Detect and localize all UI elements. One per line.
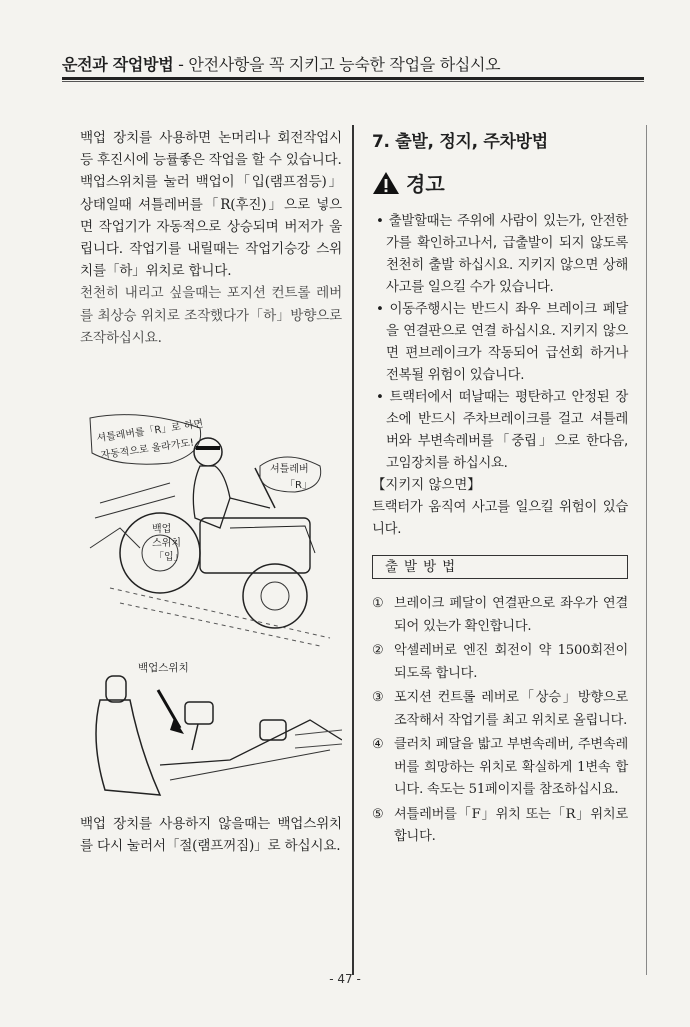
step-text: 셔틀레버를「F」위치 또는「R」위치로 합니다.	[394, 806, 628, 844]
warning-bullet-2: • 이동주행시는 반드시 좌우 브레이크 페달을 연결판으로 연결 하십시요. 지키지 않으면 편브레이크가 작동되어 급선회 하거나 전복될 위험이 있습니다.	[376, 302, 628, 383]
illus-backup-label-1: 백업	[152, 524, 172, 535]
step-number: ⑤	[372, 806, 384, 822]
warning-bullet-2-text: 이동주행시는 반드시 좌우 브레이크 페달을 연결판으로 연결 하십시요. 지키지 않으면 편브레이크가 작동되어 급선회 하거나 전복될 위험이 있습니다.	[386, 302, 628, 383]
step-item	[372, 593, 628, 638]
warning-bullet-3: • 트랙터에서 떠날때는 평탄하고 안정된 장소에 반드시 주차브레이크를 걸고 셔틀레버와 부변속레버를「중립」으로 한다음, 고임장치를 하십시요.	[376, 390, 628, 471]
left-paragraph-3: 천천히 내리고 싶을때는 포지션 컨트롤 레버를 최상승 위치로 조작했다가「하」방향으로 조작하십시요.	[80, 285, 342, 346]
warning-title: 경고	[406, 172, 445, 196]
illus-shuttle-label: 셔틀레버	[270, 464, 309, 475]
header-rule	[62, 77, 644, 80]
header-rule-thin	[62, 81, 644, 82]
page-number: - 47 -	[329, 972, 361, 986]
step-item	[372, 687, 628, 732]
warning-heading	[372, 168, 628, 197]
illus-backup-label-3: 「입」	[154, 552, 184, 563]
consequence-text: 트랙터가 움직여 사고를 일으킬 위험이 있습니다.	[372, 500, 628, 537]
step-text: 포지션 컨트롤 레버로「상승」방향으로 조작해서 작업기를 최고 위치로 올립니다.	[394, 690, 628, 728]
warning-bullet-1-text: 출발할때는 주위에 사람이 있는가, 안전한가를 확인하고나서, 급출발이 되지 않도록 천천히 출발 하십시요. 지키지 않으면 상해 사고를 일으킬 수가 있습니다.	[386, 214, 628, 295]
right-border	[646, 125, 647, 975]
left-paragraph-4: 백업 장치를 사용하지 않을때는 백업스위치를 다시 눌러서「절(램프꺼짐)」로 하십시요.	[80, 816, 342, 855]
step-number: ①	[372, 596, 384, 611]
tractor-illustration	[80, 408, 342, 648]
illus-note-2: 자동적으로 올라가도!	[99, 437, 195, 462]
header-title-rest: - 안전사항을 꼭 지키고 능숙한 작업을 하십시오	[173, 55, 501, 74]
section-title: 7. 출발, 정지, 주차방법	[372, 132, 548, 152]
switch-drawing	[80, 660, 342, 800]
warning-bullet-3-text: 트랙터에서 떠날때는 평탄하고 안정된 장소에 반드시 주차브레이크를 걸고 셔틀레버와 부변속레버를「중립」으로 한다음, 고임장치를 하십시요.	[386, 390, 628, 471]
warning-icon	[372, 171, 400, 195]
backup-switch-label: 백업스위치	[138, 662, 189, 674]
step-item	[372, 640, 628, 685]
step-text: 클러치 페달을 밟고 부변속레버, 주변속레버를 희망하는 위치로 확실하게 1변속 합니다. 속도는 51페이지를 참조하십시요.	[394, 737, 628, 797]
left-bottom-text	[80, 813, 342, 857]
illus-note-1: 셔틀레버를「R」로 하면	[96, 418, 204, 445]
step-number: ④	[372, 737, 384, 752]
left-column	[80, 127, 342, 349]
step-text: 악셀레버로 엔진 회전이 약 1500회전이 되도록 합니다.	[394, 643, 628, 681]
step-item	[372, 804, 628, 849]
left-paragraph-1: 백업 장치를 사용하면 논머리나 회전작업시등 후진시에 능률좋은 작업을 할 수 있습니다.	[80, 130, 342, 169]
backup-switch-illustration	[80, 660, 342, 800]
left-paragraph-2: 백업스위치를 눌러 백업이「입(램프점등)」상태일때 셔틀레버를「R(후진)」으로 넣으면 작업기가 자동적으로 상승되며 버저가 울립니다. 작업기를 내릴때는 작업기승강 스위치를「하」위치로 합니다.	[80, 174, 342, 280]
start-method-box-title: 출발방법	[372, 555, 628, 579]
step-number: ②	[372, 643, 384, 658]
page-header	[62, 50, 644, 82]
step-item	[372, 734, 628, 802]
right-column	[372, 127, 628, 851]
header-title	[62, 52, 500, 75]
consequence-label: 【지키지 않으면】	[372, 478, 481, 493]
column-divider	[352, 125, 354, 975]
step-text: 브레이크 페달이 연결판으로 좌우가 연결되어 있는가 확인합니다.	[394, 596, 628, 634]
illus-backup-label-2: 스위치	[152, 538, 181, 549]
header-title-bold: 운전과 작업방법	[62, 55, 174, 74]
step-number: ③	[372, 690, 384, 705]
illus-shuttle-r: 「R」	[285, 480, 312, 491]
warning-bullet-1: • 출발할때는 주위에 사람이 있는가, 안전한가를 확인하고나서, 급출발이 되지 않도록 천천히 출발 하십시요. 지키지 않으면 상해 사고를 일으킬 수가 있습니다.	[376, 214, 628, 295]
start-steps-list	[372, 593, 628, 849]
